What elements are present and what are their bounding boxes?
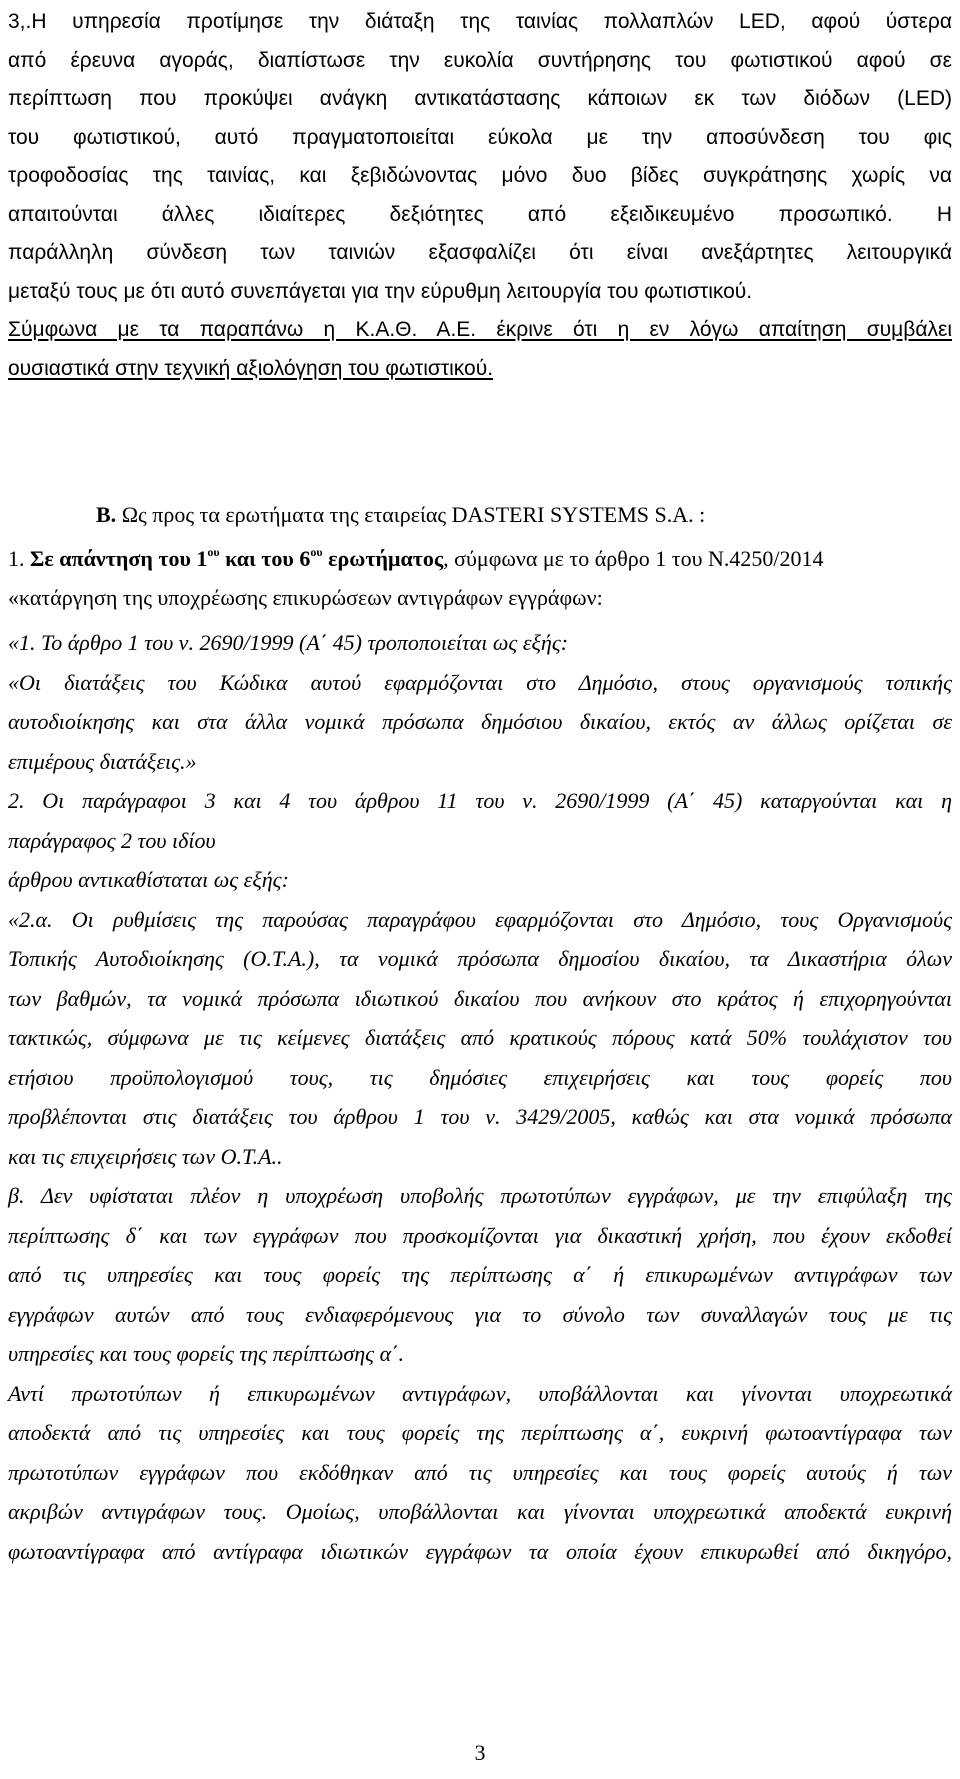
quote-line: «1. Το άρθρο 1 του ν. 2690/1999 (Α΄ 45) τροποποιείται ως εξής: <box>8 630 569 655</box>
underlined-conclusion-line: Σύμφωνα με τα παραπάνω η Κ.Α.Θ. Α.Ε. έκρινε ότι η εν λόγω απαίτηση συμβάλει <box>8 318 952 341</box>
text-line: «κατάργηση της υποχρέωσης επικυρώσεων αντιγράφων εγγράφων: <box>8 584 603 610</box>
quote-line: «2.α. Οι ρυθμίσεις της παρούσας παραγράφου εφαρμόζονται στο Δημόσιο, τους Οργανισμούς <box>8 906 952 932</box>
text-line: περίπτωση που προκύψει ανάγκη αντικατάστασης κάποιων εκ των διόδων (LED) <box>8 87 952 110</box>
quote-line: προβλέπονται στις διατάξεις του άρθρου 1 του ν. 3429/2005, καθώς και στα νομικά πρόσωπα <box>8 1104 952 1129</box>
quote-line: υπηρεσίες και τους φορείς της περίπτωσης α΄. <box>8 1341 404 1366</box>
quote-line: αποδεκτά από τις υπηρεσίες και τους φορείς της περίπτωσης α΄, ευκρινή φωτοαντίγραφα των <box>8 1420 952 1445</box>
quote-line: φωτοαντίγραφα από αντίγραφα ιδιωτικών εγγράφων τα οποία έχουν επικυρωθεί από δικηγόρο, <box>8 1538 952 1564</box>
section-b-answer <box>8 540 952 617</box>
quote-line: τακτικώς, σύμφωνα με τις κείμενες διατάξεις από κρατικούς πόρους κατά 50% τουλάχιστον του <box>8 1025 952 1050</box>
quote-line: 2. Οι παράγραφοι 3 και 4 του άρθρου 11 του ν. 2690/1999 (Α΄ 45) καταργούνται και η <box>8 788 952 813</box>
quote-line: παράγραφος 2 του ιδίου <box>8 827 216 853</box>
page-number: 3 <box>474 1740 486 1765</box>
text-line: του φωτιστικού, αυτό πραγματοποιείται εύκολα με την αποσύνδεση του φις <box>8 125 952 149</box>
heading-letter: B. <box>96 502 117 527</box>
text-line: τροφοδοσίας της ταινίας, και ξεβιδώνοντας μόνο δυο βίδες συγκράτησης χωρίς να <box>8 164 952 187</box>
quote-line: Αντί πρωτοτύπων ή επικυρωμένων αντιγράφων, υποβάλλονται και γίνονται υποχρεωτικά <box>8 1380 952 1406</box>
answer-line: 1. Σε απάντηση του $1^{o\upsilon}$ και του $6^{o\upsilon}$ ερωτήματος, σύμφωνα με το άρθρο 1 του Ν.4250/2014 <box>8 544 824 571</box>
quote-line: Τοπικής Αυτοδιοίκησης (Ο.Τ.Α.), τα νομικά πρόσωπα δημοσίου δικαίου, τα Δικαστήρια όλων <box>8 946 952 971</box>
quote-line: περίπτωσης δ΄ και των εγγράφων που προσκομίζονται για δικαστική χρήση, που έχουν εκδοθεί <box>8 1222 952 1248</box>
quote-line: πρωτοτύπων εγγράφων που εκδόθηκαν από τις υπηρεσίες και τους φορείς αυτούς ή των <box>8 1459 952 1485</box>
section-3-paragraph <box>8 3 952 388</box>
quote-line: ετήσιου προϋπολογισμού τους, τις δημόσιες επιχειρήσεις και τους φορείς που <box>8 1064 952 1090</box>
quote-line: β. Δεν υφίσταται πλέον η υποχρέωση υποβολής πρωτοτύπων εγγράφων, με την επιφύλαξη της <box>8 1183 952 1208</box>
law-quote <box>8 623 952 1571</box>
quote-line: εγγράφων αυτών από τους ενδιαφερόμενους για το σύνολο των συναλλαγών τους με τις <box>8 1301 952 1327</box>
quote-line: και τις επιχειρήσεις των Ο.Τ.Α.. <box>8 1143 283 1169</box>
text-line: απαιτούνται άλλες ιδιαίτερες δεξιότητες από εξειδικευμένο προσωπικό. Η <box>8 202 952 226</box>
underlined-conclusion-line: ουσιαστικά στην τεχνική αξιολόγηση του φωτιστικού. <box>8 356 494 380</box>
quote-line: επιμέρους διατάξεις.» <box>8 748 197 774</box>
text-line: 3,.Η υπηρεσία προτίμησε την διάταξη της ταινίας πολλαπλών LED, αφού ύστερα <box>8 10 952 33</box>
heading-text: Ως προς τα ερωτήματα της εταιρείας DASTERI SYSTEMS S.A. : <box>116 502 706 527</box>
heading-line <box>96 500 952 530</box>
quote-line: ακριβών αντιγράφων τους. Ομοίως, υποβάλλονται και γίνονται υποχρεωτικά αποδεκτά ευκρινή <box>8 1499 952 1524</box>
section-b-heading <box>96 500 952 530</box>
quote-line: από τις υπηρεσίες και τους φορείς της περίπτωσης α΄ ή επικυρωμένων αντιγράφων των <box>8 1262 952 1287</box>
quote-line: των βαθμών, τα νομικά πρόσωπα ιδιωτικού δικαίου που ανήκουν στο κράτος ή επιχορηγούνται <box>8 985 952 1011</box>
quote-line: αυτοδιοίκησης και στα άλλα νομικά πρόσωπα δημόσιου δικαίου, εκτός αν άλλως ορίζεται σε <box>8 709 952 734</box>
text-line: μεταξύ τους με ότι αυτό συνεπάγεται για την εύρυθμη λειτουργία του φωτιστικού. <box>8 279 753 303</box>
quote-line: άρθρου αντικαθίσταται ως εξής: <box>8 867 289 892</box>
text-line: από έρευνα αγοράς, διαπίστωσε την ευκολία συντήρησης του φωτιστικού αφού σε <box>8 48 952 72</box>
text-line: παράλληλη σύνδεση των ταινιών εξασφαλίζει ότι είναι ανεξάρτητες λειτουργικά <box>8 241 952 264</box>
quote-line: «Οι διατάξεις του Κώδικα αυτού εφαρμόζονται στο Δημόσιο, στους οργανισμούς τοπικής <box>8 669 952 695</box>
